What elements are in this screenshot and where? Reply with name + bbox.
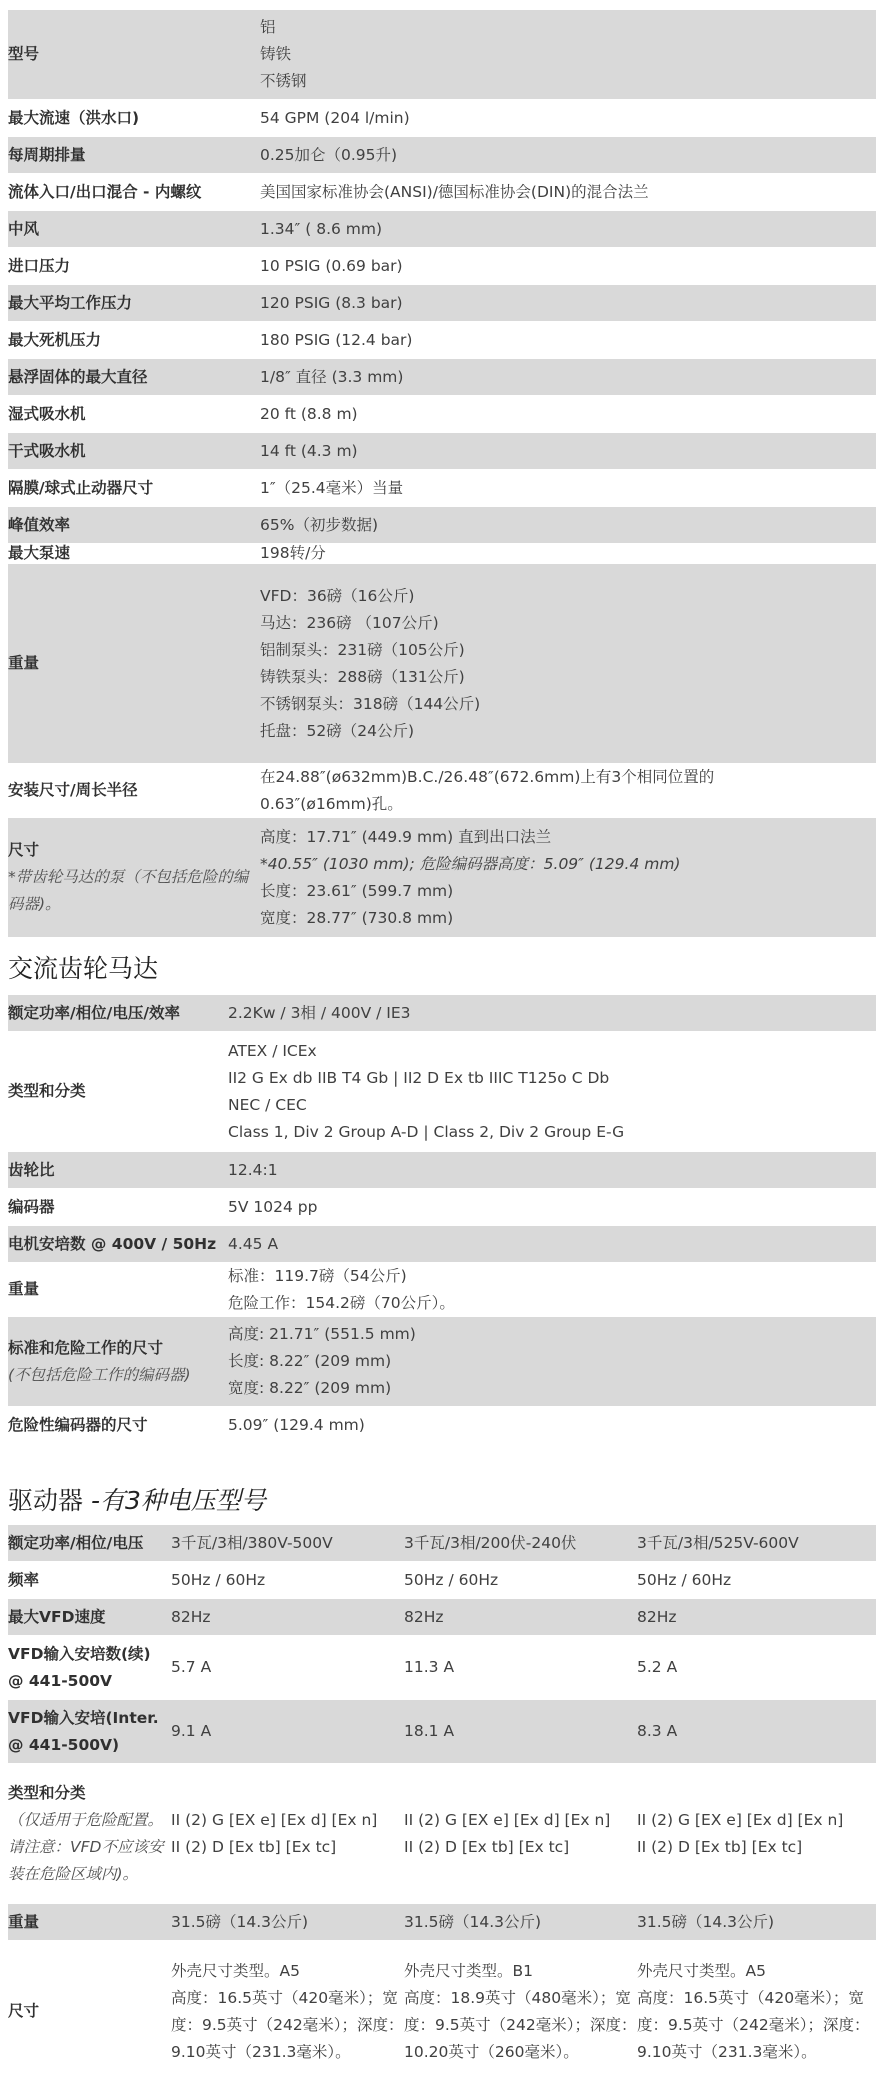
drive-value-line: 外壳尺寸类型。A5 [171, 1961, 300, 1980]
spec-value [260, 290, 876, 317]
spec-row [8, 100, 876, 137]
spec-value-line: 2.2Kw / 3相 / 400V / IE3 [228, 1003, 411, 1022]
drive-value-line: II (2) D [Ex tb] [Ex tc] [404, 1837, 570, 1856]
spec-row [8, 995, 876, 1032]
spec-label [8, 837, 260, 918]
drive-section-title [8, 1487, 266, 1514]
spec-label [8, 401, 260, 428]
drive-value-line: 9.1 A [171, 1722, 212, 1740]
drive-spec-table [8, 1525, 876, 2083]
spec-value-line: 5V 1024 pp [228, 1197, 318, 1216]
spec-label-note: *带齿轮马达的泵（不包括危险的编码器)。 [8, 868, 249, 913]
spec-label-text: 额定功率/相位/电压/效率 [8, 1003, 180, 1022]
spec-value [260, 364, 876, 391]
drive-value-line: 50Hz / 60Hz [637, 1570, 732, 1589]
spec-value [228, 1038, 876, 1146]
spec-label-text: 隔膜/球式止动器尺寸 [8, 478, 154, 497]
spec-row [8, 818, 876, 938]
spec-value-line: 危险工作：154.2磅（70公斤）。 [228, 1293, 455, 1312]
spec-label [8, 1412, 228, 1439]
drive-value-col-2 [404, 1718, 637, 1745]
spec-value-line: 马达：236磅 （107公斤) [260, 613, 439, 632]
drive-value-col-3 [637, 1654, 870, 1681]
spec-value [260, 216, 876, 243]
spec-value [260, 142, 876, 169]
drive-value-line: II (2) D [Ex tb] [Ex tc] [637, 1837, 803, 1856]
spec-label [8, 777, 260, 804]
drive-label-text: 最大VFD速度 [8, 1607, 106, 1626]
spec-value-line: 在24.88″(ø632mm)B.C./26.48″(672.6mm)上有3个相同位置的 [260, 767, 715, 786]
spec-value-line: 宽度: 8.22″ (209 mm) [228, 1379, 392, 1397]
spec-value-line: 高度：17.71″ (449.9 mm) 直到出口法兰 [260, 827, 552, 846]
drive-value-col-1 [171, 1604, 404, 1631]
drive-row [8, 1904, 876, 1941]
drive-row [8, 1525, 876, 1562]
drive-value-line: 50Hz / 60Hz [404, 1570, 499, 1589]
spec-value-line: 180 PSIG (12.4 bar) [260, 330, 413, 349]
drive-label-note: （仅适用于危险配置。请注意：VFD不应该安装在危险区域内)。 [8, 1810, 164, 1883]
spec-value-line: Class 1, Div 2 Group A-D | Class 2, Div 2 Group E-G [228, 1122, 625, 1141]
spec-value-line: 54 GPM (204 l/min) [260, 108, 410, 127]
spec-value-line: NEC / CEC [228, 1095, 307, 1114]
spec-row [8, 248, 876, 285]
motor-spec-table [8, 995, 876, 1444]
drive-label [8, 1998, 171, 2025]
drive-value-line: 82Hz [637, 1607, 677, 1626]
spec-label-text: 湿式吸水机 [8, 404, 86, 423]
spec-label [8, 253, 260, 280]
spec-value-line: 1.34″ ( 8.6 mm) [260, 219, 383, 238]
spec-value-line: 14 ft (4.3 m) [260, 441, 358, 460]
spec-label-text: 型号 [8, 45, 40, 63]
drive-value-col-3 [637, 1909, 870, 1936]
spec-label-text: 重量 [8, 1280, 40, 1298]
spec-value [260, 14, 876, 95]
drive-label-text: 重量 [8, 1912, 40, 1931]
spec-value [228, 1157, 876, 1184]
spec-label-text: 峰值效率 [8, 515, 71, 534]
spec-label [8, 512, 260, 539]
spec-label [8, 1276, 228, 1303]
spec-row [8, 322, 876, 359]
spec-value [260, 105, 876, 132]
spec-row [8, 1152, 876, 1189]
spec-label [8, 179, 260, 206]
drive-row [8, 1599, 876, 1636]
spec-value [260, 253, 876, 280]
spec-value-line: 高度: 21.71″ (551.5 mm) [228, 1325, 416, 1343]
drive-value-line: 3千瓦/3相/525V-600V [637, 1533, 799, 1552]
spec-value [260, 401, 876, 428]
drive-title-sub: -有3种电压型号 [90, 1486, 266, 1515]
spec-row [8, 10, 876, 100]
spec-label-note: (不包括危险工作的编码器) [8, 1365, 191, 1384]
drive-value-col-3 [637, 1807, 870, 1861]
spec-label-text: 最大泵速 [8, 544, 71, 562]
spec-value-line: 120 PSIG (8.3 bar) [260, 293, 403, 312]
drive-label-text: VFD输入安培数(续) @ 441-500V [8, 1644, 151, 1690]
spec-label-text: 齿轮比 [8, 1160, 55, 1179]
drive-value-line: 外壳尺寸类型。B1 [404, 1961, 533, 1980]
drive-label [8, 1604, 171, 1631]
drive-value-col-3 [637, 1530, 870, 1557]
spec-value [260, 179, 876, 206]
spec-label [8, 142, 260, 169]
drive-value-col-1 [171, 1654, 404, 1681]
spec-label [8, 290, 260, 317]
drive-value-line: 11.3 A [404, 1658, 455, 1676]
spec-label-text: 标准和危险工作的尺寸 [8, 1338, 164, 1357]
drive-value-col-1 [171, 1530, 404, 1557]
spec-value-line: 5.09″ (129.4 mm) [228, 1415, 365, 1434]
spec-label-text: 尺寸 [8, 841, 40, 859]
spec-value-line: 标准：119.7磅（54公斤) [228, 1266, 407, 1285]
drive-label-text: 额定功率/相位/电压 [8, 1533, 144, 1552]
spec-value [260, 583, 876, 745]
drive-value-line: II (2) G [EX e] [Ex d] [Ex n] [637, 1810, 844, 1829]
drive-value-line: II (2) D [Ex tb] [Ex tc] [171, 1837, 337, 1856]
spec-row [8, 1317, 876, 1407]
spec-label-text: 最大流速（洪水口) [8, 108, 140, 127]
drive-label-text: 频率 [8, 1570, 40, 1589]
spec-label-text: 最大平均工作压力 [8, 293, 133, 312]
drive-label-text: 尺寸 [8, 2002, 40, 2020]
drive-value-line: II (2) G [EX e] [Ex d] [Ex n] [171, 1810, 378, 1829]
drive-value-col-2 [404, 1604, 637, 1631]
drive-title-text: 驱动器 [8, 1486, 91, 1515]
drive-label [8, 1909, 171, 1936]
drive-value-line: 高度：16.5英寸（420毫米）；宽度：9.5英寸（242毫米）；深度：9.10英寸（231.3毫米）。 [637, 1988, 870, 2061]
drive-value-line: 50Hz / 60Hz [171, 1570, 266, 1589]
spec-label [8, 475, 260, 502]
drive-label-text: 类型和分类 [8, 1783, 86, 1802]
drive-row [8, 1764, 876, 1904]
spec-row [8, 433, 876, 470]
drive-value-line: 3千瓦/3相/380V-500V [171, 1533, 333, 1552]
spec-row [8, 396, 876, 433]
spec-label-text: 中风 [8, 219, 40, 238]
spec-label-text: 安装尺寸/周长半径 [8, 781, 138, 799]
spec-label [8, 216, 260, 243]
spec-value [260, 824, 876, 932]
spec-value [228, 1231, 876, 1258]
drive-value-col-1 [171, 1807, 404, 1861]
spec-value-line: VFD：36磅（16公斤) [260, 586, 415, 605]
drive-label-text: VFD输入安培(Inter. @ 441-500V) [8, 1708, 159, 1754]
drive-value-col-2 [404, 1567, 637, 1594]
spec-label-text: 最大死机压力 [8, 330, 102, 349]
drive-value-col-2 [404, 1807, 637, 1861]
spec-value-line: 托盘：52磅（24公斤) [260, 721, 414, 740]
drive-label [8, 1530, 171, 1557]
spec-label [8, 1157, 228, 1184]
spec-row [8, 1189, 876, 1226]
spec-value-line: 不锈钢 [260, 72, 307, 90]
drive-value-col-1 [171, 1909, 404, 1936]
spec-value [260, 512, 876, 539]
spec-value [228, 1000, 876, 1027]
spec-label [8, 1000, 228, 1027]
pump-spec-table [8, 10, 876, 938]
spec-label [8, 540, 260, 567]
motor-section-title [8, 955, 158, 982]
drive-value-col-3 [637, 1718, 870, 1745]
drive-value-line: 31.5磅（14.3公斤) [637, 1912, 775, 1931]
drive-value-col-2 [404, 1654, 637, 1681]
drive-value-col-3 [637, 1567, 870, 1594]
spec-value-line: 65%（初步数据) [260, 515, 378, 534]
drive-value-line: 82Hz [171, 1607, 211, 1626]
drive-label [8, 1780, 171, 1888]
spec-value-line: 20 ft (8.8 m) [260, 404, 358, 423]
spec-value [260, 475, 876, 502]
spec-value-line: 4.45 A [228, 1234, 279, 1253]
drive-value-col-1 [171, 1718, 404, 1745]
spec-value [228, 1263, 876, 1317]
spec-value-line: 铸铁泵头：288磅（131公斤) [260, 667, 465, 686]
spec-row [8, 359, 876, 396]
spec-value-line: ATEX / ICEx [228, 1041, 317, 1060]
spec-value-line: 0.25加仑（0.95升) [260, 145, 398, 164]
drive-value-col-1 [171, 1958, 404, 2066]
drive-value-col-2 [404, 1909, 637, 1936]
spec-label-text: 类型和分类 [8, 1082, 86, 1100]
drive-value-line: II (2) G [EX e] [Ex d] [Ex n] [404, 1810, 611, 1829]
drive-value-line: 5.2 A [637, 1658, 678, 1676]
drive-value-line: 8.3 A [637, 1722, 678, 1740]
spec-value-line: 铸铁 [260, 45, 292, 63]
spec-label-text: 流体入口/出口混合 - 内螺纹 [8, 182, 202, 201]
spec-row [8, 1226, 876, 1263]
spec-label [8, 1231, 228, 1258]
drive-value-line: 高度：16.5英寸（420毫米）；宽度：9.5英寸（242毫米）；深度：9.10英寸（231.3毫米）。 [171, 1988, 404, 2061]
spec-value [228, 1321, 876, 1402]
spec-value-line: 1/8″ 直径 (3.3 mm) [260, 367, 404, 386]
spec-value-line: 长度: 8.22″ (209 mm) [228, 1352, 392, 1370]
spec-value-line: 0.63″(ø16mm)孔。 [260, 794, 403, 813]
drive-label [8, 1705, 171, 1759]
drive-value-line: 3千瓦/3相/200伏-240伏 [404, 1533, 577, 1552]
spec-label [8, 1078, 228, 1105]
spec-value-line: 不锈钢泵头：318磅（144公斤) [260, 694, 481, 713]
drive-value-line: 高度：18.9英寸（480毫米）；宽度：9.5英寸（242毫米）；深度：10.20英寸（260毫米）。 [404, 1988, 637, 2061]
spec-row [8, 285, 876, 322]
spec-label [8, 1194, 228, 1221]
spec-row [8, 1407, 876, 1444]
drive-value-col-2 [404, 1530, 637, 1557]
drive-value-line: 31.5磅（14.3公斤) [404, 1912, 542, 1931]
drive-value-col-1 [171, 1567, 404, 1594]
spec-label-text: 进口压力 [8, 256, 71, 275]
spec-label [8, 41, 260, 68]
drive-value-col-2 [404, 1958, 637, 2066]
spec-row [8, 1263, 876, 1317]
spec-label [8, 364, 260, 391]
drive-row [8, 1636, 876, 1700]
spec-value-line: 198转/分 [260, 544, 326, 562]
spec-value [260, 764, 876, 818]
spec-value-line: 1″（25.4毫米）当量 [260, 478, 404, 497]
spec-label-text: 编码器 [8, 1197, 55, 1216]
spec-label [8, 1335, 228, 1389]
spec-value-line: II2 G Ex db IIB T4 Gb | II2 D Ex tb IIIC T125o C Db [228, 1068, 610, 1087]
spec-label-text: 每周期排量 [8, 145, 86, 164]
spec-row [8, 564, 876, 764]
spec-label [8, 105, 260, 132]
spec-row [8, 137, 876, 174]
drive-row [8, 1700, 876, 1764]
spec-value [228, 1194, 876, 1221]
spec-row [8, 764, 876, 818]
spec-value-line: 铝 [260, 18, 276, 36]
spec-row [8, 174, 876, 211]
spec-label-text: 悬浮固体的最大直径 [8, 367, 148, 386]
spec-value-line: 12.4:1 [228, 1160, 278, 1179]
spec-label-text: 危险性编码器的尺寸 [8, 1415, 148, 1434]
drive-row [8, 1562, 876, 1599]
spec-row [8, 1032, 876, 1152]
spec-row [8, 544, 876, 564]
drive-row [8, 1941, 876, 2083]
drive-value-line: 31.5磅（14.3公斤) [171, 1912, 309, 1931]
drive-value-line: 82Hz [404, 1607, 444, 1626]
spec-value [228, 1412, 876, 1439]
spec-value [260, 540, 876, 567]
spec-label-text: 干式吸水机 [8, 441, 86, 460]
spec-value-line: 铝制泵头：231磅（105公斤) [260, 640, 465, 659]
drive-value-line: 外壳尺寸类型。A5 [637, 1961, 766, 1980]
drive-label [8, 1641, 171, 1695]
spec-label [8, 650, 260, 677]
spec-value [260, 438, 876, 465]
spec-row [8, 211, 876, 248]
motor-title-text: 交流齿轮马达 [8, 954, 159, 983]
spec-value-line: 长度：23.61″ (599.7 mm) [260, 881, 454, 900]
drive-value-col-3 [637, 1958, 870, 2066]
spec-label-text: 重量 [8, 654, 40, 672]
spec-value [260, 327, 876, 354]
spec-label [8, 327, 260, 354]
drive-label [8, 1567, 171, 1594]
spec-row [8, 507, 876, 544]
drive-value-line: 18.1 A [404, 1722, 455, 1740]
spec-row [8, 470, 876, 507]
spec-value-line: *40.55″ (1030 mm); 危险编码器高度：5.09″ (129.4 mm) [260, 854, 681, 873]
spec-label [8, 438, 260, 465]
spec-label-text: 电机安培数 @ 400V / 50Hz [8, 1234, 217, 1253]
spec-value-line: 10 PSIG (0.69 bar) [260, 256, 403, 275]
spec-value-line: 美国国家标准协会(ANSI)/德国标准协会(DIN)的混合法兰 [260, 182, 649, 201]
drive-value-line: 5.7 A [171, 1658, 212, 1676]
spec-value-line: 宽度：28.77″ (730.8 mm) [260, 908, 454, 927]
drive-value-col-3 [637, 1604, 870, 1631]
